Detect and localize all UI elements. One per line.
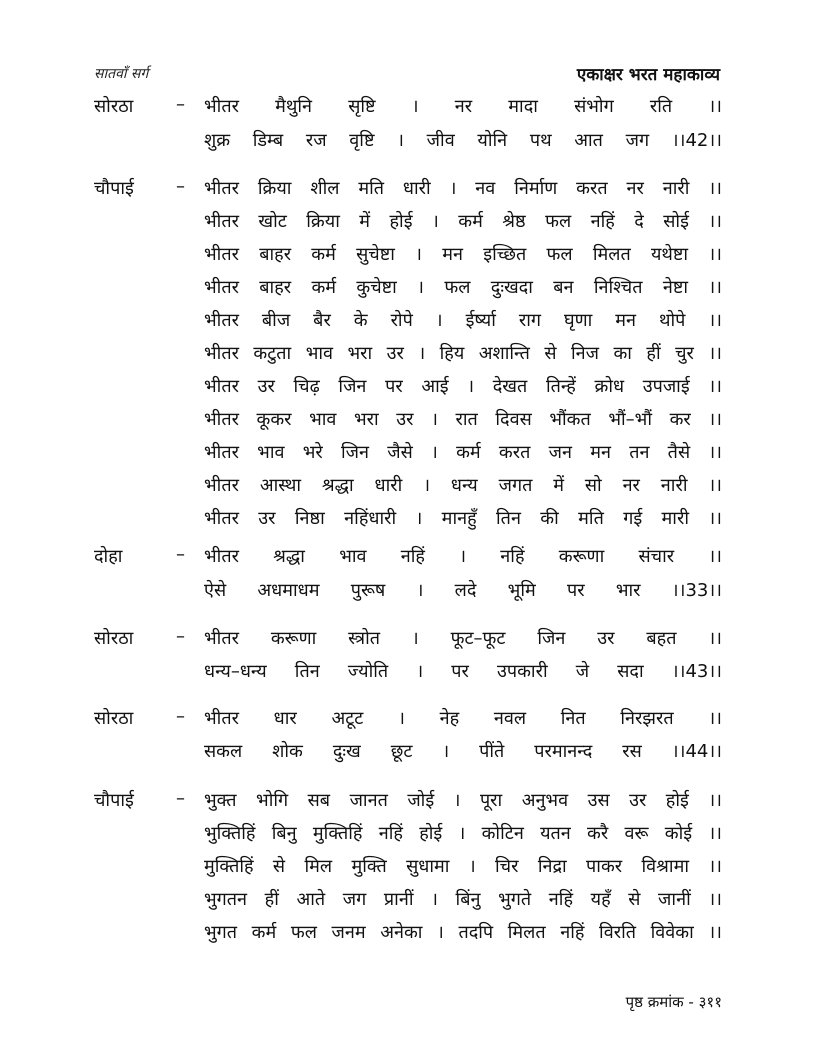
verse-line: शुक्र डिम्ब रज वृष्टि । जीव योनि पथ आत जग ।।42।। [204,130,722,151]
verse-dash: – [176,626,185,647]
verse-line: भुक्तिहिं बिनु मुक्तिहिं नहिं होई । कोटिन यतन करै वरू कोई ।। [204,823,722,844]
verse-type: सोरठा [94,628,134,649]
verse-dash: – [176,94,185,115]
verse-line: भीतर मैथुनि सृष्टि । नर मादा संभोग रति ।। [204,96,722,117]
verse-dash: – [176,788,185,809]
verse-dash: – [176,176,185,197]
verse-type: सोरठा [94,708,134,729]
page-number: पृष्ठ क्रमांक - ३११ [625,993,722,1011]
verse-type: दोहा [94,546,123,567]
verse-line: भीतर बीज बैर के रोपे । ईर्ष्या राग घृणा मन थोपे ।। [204,310,722,331]
verse-line: भीतर भाव भरे जिन जैसे । कर्म करत जन मन तन तैसे ।। [204,442,722,463]
verse-line: भीतर क्रिया शील मति धारी । नव निर्माण करत नर नारी ।। [204,178,722,199]
verse-line: भीतर करूणा स्त्रोत । फूट–फूट जिन उर बहत ।। [204,628,722,649]
verse-line: ऐसे अधमाधम पुरूष । लदे भूमि पर भार ।।33।। [204,580,722,601]
verse-line: भीतर श्रद्धा भाव नहिं । नहिं करूणा संचार ।। [204,546,722,567]
verse-line: भीतर खोट क्रिया में होई । कर्म श्रेष्ठ फल नहिं दे सोई ।। [204,211,722,232]
verse-line: भुगतन हीं आते जग प्रानीं । बिंनु भुगते नहिं यहँ से जानीं ।। [204,889,722,910]
verse-line: भीतर कटुता भाव भरा उर । हिय अशान्ति से निज का हीं चुर ।। [204,343,722,364]
verse-line: भुगत कर्म फल जनम अनेका । तदपि मिलत नहिं विरति विवेका ।। [204,922,722,943]
verse-line: भुक्त भोगि सब जानत जोई । पूरा अनुभव उस उर होई ।। [204,790,722,811]
verse-type: सोरठा [94,96,134,117]
verse-line: धन्य–धन्य तिन ज्योति । पर उपकारी जे सदा ।।43।। [204,661,722,682]
verse-line: भीतर कूकर भाव भरा उर । रात दिवस भौंकत भौं–भौं कर ।। [204,409,722,430]
verse-line: भीतर बाहर कर्म कुचेष्टा । फल दुःखदा बन निश्चित नेष्टा ।। [204,277,722,298]
verse-line: सकल शोक दुःख छूट । पींते परमानन्द रस ।।44।। [204,741,722,762]
book-title: एकाक्षर भरत महाकाव्य [576,65,720,85]
verse-type: चौपाई [94,790,134,811]
verse-dash: – [176,706,185,727]
verse-line: मुक्तिहिं से मिल मुक्ति सुधामा । चिर निद्रा पाकर विश्रामा ।। [204,856,722,877]
verse-line: भीतर उर चिढ़ जिन पर आई । देखत तिन्हें क्रोध उपजाई ।। [204,376,722,397]
verse-line: भीतर बाहर कर्म सुचेष्टा । मन इच्छित फल मिलत यथेष्टा ।। [204,244,722,265]
chapter-title: सातवाँ सर्ग [94,66,149,82]
verse-line: भीतर धार अटूट । नेह नवल नित निरझरत ।। [204,708,722,729]
verse-line: भीतर उर निष्ठा नहिंधारी । मानहुँ तिन की मति गई मारी ।। [204,508,722,529]
verse-dash: – [176,544,185,565]
verse-line: भीतर आस्था श्रद्धा धारी । धन्य जगत में सो नर नारी ।। [204,475,722,496]
verse-type: चौपाई [94,178,134,199]
